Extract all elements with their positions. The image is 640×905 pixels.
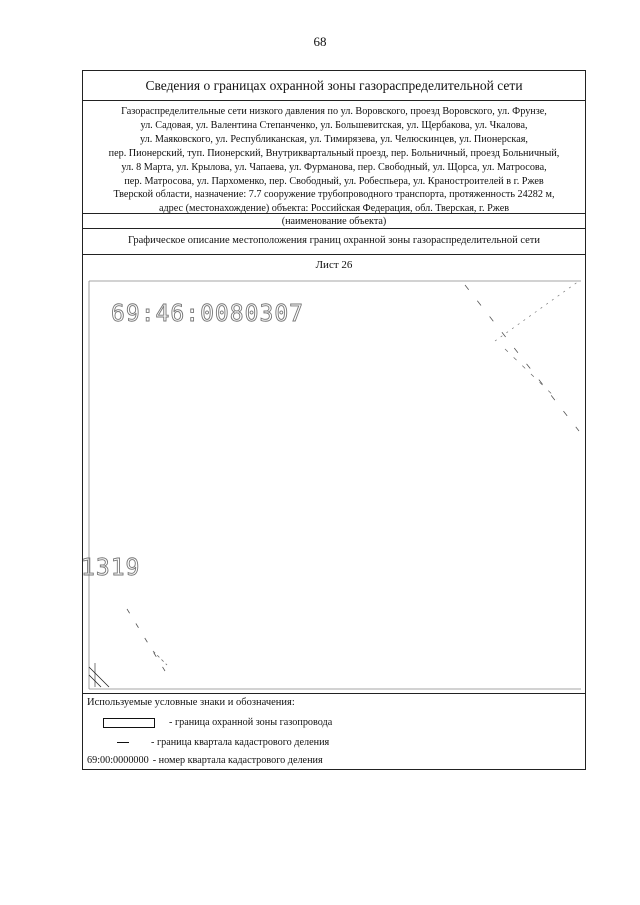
quarter-boundary-symbol (117, 742, 129, 743)
object-description (89, 105, 579, 216)
description-line: Газораспределительные сети низкого давления по ул. Воровского, проезд Воровского, ул. Фрунзе, (121, 106, 547, 117)
document-title: Сведения о границах охранной зоны газораспределительной сети (83, 71, 585, 101)
map-canvas (81, 279, 583, 693)
legend-item-quarter-boundary (87, 737, 329, 748)
legend-item-text: - номер квартала кадастрового деления (152, 755, 323, 766)
quarter-number-code: 69:00:0000000 (87, 755, 149, 766)
object-name-caption: (наименование объекта) (83, 213, 585, 229)
description-line: ул. 8 Марта, ул. Крылова, ул. Чапаева, ул. Фурманова, пер. Свободный, ул. Щорса, ул. Матросова, (121, 161, 547, 173)
parcel-line (127, 609, 165, 671)
legend-item-quarter-number (87, 755, 323, 766)
graphic-description-title: Графическое описание местоположения границ охранной зоны газораспределительной сети (83, 229, 585, 255)
cadastral-number-label: 1319 (81, 555, 141, 581)
protection-zone-symbol (103, 718, 155, 728)
sheet-label: Лист 26 (315, 259, 353, 271)
map-drawing (81, 279, 583, 693)
description-line: пер. Пионерский, туп. Пионерский, Внутриквартальный проезд, пер. Больничный, проезд Больничный, (108, 147, 560, 159)
parcel-line (495, 281, 579, 341)
legend-item-text: - граница охранной зоны газопровода (169, 717, 333, 728)
description-line: ул. Садовая, ул. Валентина Степанченко, ул. Большевитская, ул. Щербакова, ул. Чкалова, (140, 119, 528, 131)
legend-divider (83, 693, 585, 694)
parcel-line (505, 349, 557, 399)
document-frame (82, 70, 586, 770)
parcel-line (153, 651, 167, 665)
legend-title: Используемые условные знаки и обозначения: (87, 697, 295, 708)
page-number: 68 (313, 34, 327, 49)
legend-item-text: - граница квартала кадастрового деления (151, 737, 330, 748)
description-line: ул. Маяковского, ул. Республиканская, ул. Тимирязева, ул. Челюскинцев, ул. Пионерская, (140, 133, 528, 145)
legend-item-protection-zone (87, 717, 332, 728)
description-line: адрес (местонахождение) объекта: Российская Федерация, обл. Тверская, г. Ржев (158, 203, 510, 215)
description-line: пер. Матросова, ул. Пархоменко, пер. Свободный, ул. Робеспьера, ул. Краностроителей в г. Ржев (124, 175, 544, 187)
cadastral-number-label: 69:46:0080307 (111, 301, 305, 327)
corner-hatch (89, 667, 109, 687)
parcel-line (465, 285, 579, 431)
description-line: Тверской области, назначение: 7.7 сооружение трубопроводного транспорта, протяженность 24282 м, (113, 189, 555, 201)
